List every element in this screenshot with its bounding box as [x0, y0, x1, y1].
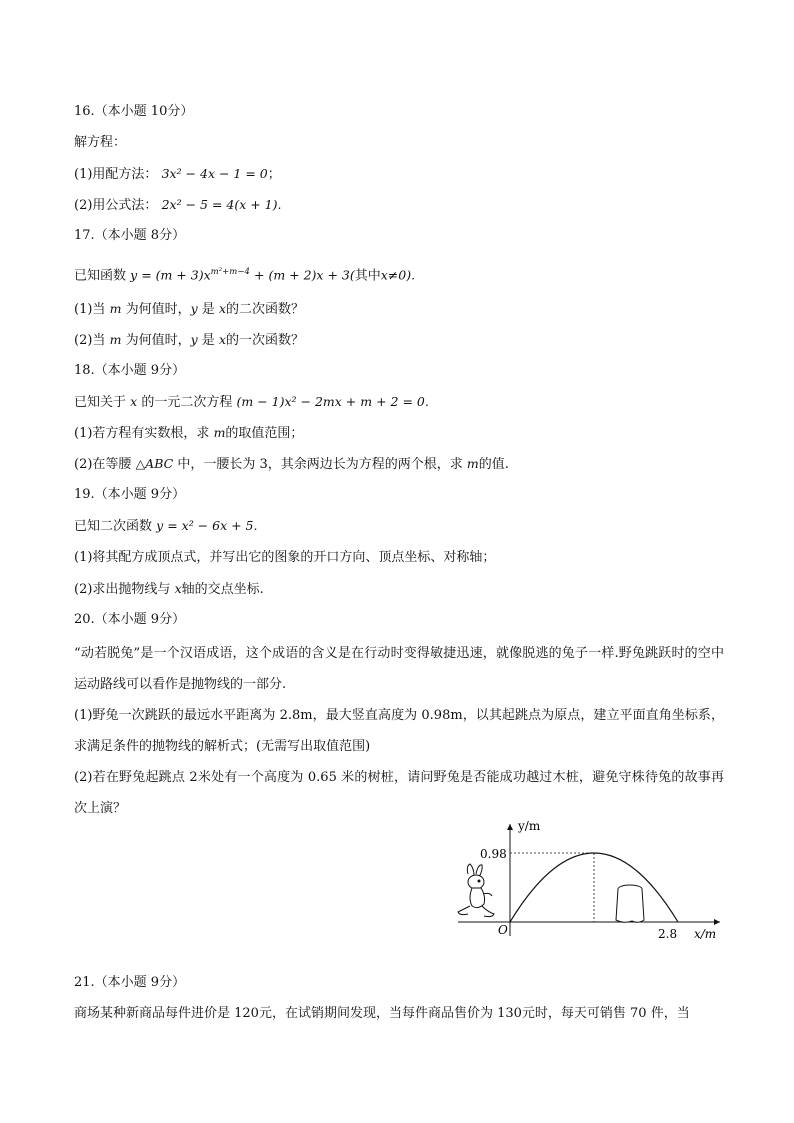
q18-part2-var-m: m	[466, 456, 479, 471]
q18-part1-text-b: 的取值范围；	[225, 426, 304, 441]
q16-part2-equation: 2x² − 5 = 4(x + 1).	[161, 197, 282, 212]
q18-part2-text-c: 的值.	[478, 457, 509, 472]
q20-paragraph-1: “动若脱兔”是一个汉语成语，这个成语的含义是在行动时变得敏捷迅速，就像脱逃的兔子一样.野兔跳跃时的空中运动路线可以看作是抛物线的一部分.	[74, 646, 724, 692]
q18-part2	[74, 455, 509, 474]
q17-part2-var-x: x	[218, 332, 226, 347]
x-tick-label: 2.8	[658, 927, 678, 941]
q18-stem-text-b: 的一元二次方程	[141, 395, 233, 410]
q19-part2-text-b: 轴的交点坐标.	[181, 582, 264, 597]
q17-stem-condition: x≠0).	[380, 267, 416, 283]
q17-part2-text-b: 为何值时，	[125, 333, 191, 348]
q17-stem-text: 已知函数	[74, 268, 127, 284]
q18-part1	[74, 424, 303, 443]
q17-part1-var-m: m	[109, 301, 122, 316]
q16-intro: 解方程：	[74, 135, 127, 150]
q17-header: 17.（本小题 8分）	[74, 228, 186, 243]
q18-stem-equation: (m − 1)x² − 2mx + m + 2 = 0.	[236, 394, 429, 409]
q16-part1-label: (1)用配方法：	[74, 167, 158, 182]
q19-part2-text-a: (2)求出抛物线与	[74, 582, 171, 597]
q19-stem-text: 已知二次函数	[74, 519, 153, 534]
parabola-curve	[510, 853, 678, 922]
q17-part1	[74, 300, 304, 319]
q19-stem-function: y = x² − 6x + 5.	[156, 518, 258, 533]
y-axis-label: y/m	[518, 819, 541, 833]
q16-part2	[74, 196, 281, 215]
q18-header: 18.（本小题 9分）	[74, 363, 186, 378]
q19-part1: (1)将其配方成顶点式，并写出它的图象的开口方向、顶点坐标、对称轴；	[74, 550, 496, 565]
q18-part1-var-m: m	[213, 425, 226, 440]
q18-part1-text-a: (1)若方程有实数根，求	[74, 426, 210, 441]
q16-part2-label: (2)用公式法：	[74, 198, 158, 213]
q19-part2-var-x: x	[174, 581, 182, 596]
q18-stem-text-a: 已知关于	[74, 395, 127, 410]
q18-stem	[74, 393, 429, 412]
q18-part2-text-a: (2)在等腰	[74, 457, 132, 472]
q17-part2-text-d: 的一次函数？	[226, 333, 305, 348]
q17-stem-exponent: m²+m−4	[210, 267, 250, 277]
q17-stem	[74, 263, 415, 285]
x-axis-label: x/m	[694, 927, 717, 941]
q19-stem	[74, 517, 257, 536]
q16-part1-equation: 3x² − 4x − 1 = 0	[161, 166, 268, 181]
q16-part1	[74, 165, 281, 184]
q19-part2	[74, 580, 264, 599]
q17-part2	[74, 331, 304, 350]
q16-part1-end: ；	[267, 167, 281, 182]
q17-stem-function-rest: + (m + 2)x + 3(	[254, 267, 355, 283]
q17-stem-function: y = (m + 3)x	[130, 267, 211, 283]
q21-paragraph: 商场某种新商品每件进价是 120元，在试销期间发现，当每件商品售价为 130元时，每天可销售 70 件，当	[74, 1006, 690, 1021]
q17-part2-text-a: (2)当	[74, 333, 106, 348]
q20-paragraph-3: (2)若在野兔起跳点 2米处有一个高度为 0.65 米的树桩，请问野兔是否能成功越过木桩，避免守株待兔的故事再次上演？	[74, 770, 724, 816]
q17-part1-var-y: y	[190, 301, 198, 316]
tree-stump-icon	[616, 885, 644, 922]
q18-part2-text-b: 中，一腰长为 3，其余两边长为方程的两个根，求	[177, 457, 463, 472]
q18-stem-var-x: x	[130, 394, 138, 409]
rabbit-icon	[458, 864, 494, 917]
q20-header: 20.（本小题 9分）	[74, 612, 186, 627]
q17-part1-text-d: 的二次函数？	[226, 302, 305, 317]
q18-part2-triangle: △ABC	[135, 456, 174, 471]
q16-header: 16.（本小题 10分）	[74, 104, 194, 119]
q17-part2-var-m: m	[109, 332, 122, 347]
y-tick-label: 0.98	[480, 847, 507, 861]
q17-part1-var-x: x	[218, 301, 226, 316]
q19-header: 19.（本小题 9分）	[74, 487, 186, 502]
q17-part2-text-c: 是	[201, 333, 215, 348]
q17-part1-text-c: 是	[201, 302, 215, 317]
q20-paragraph-2: (1)野兔一次跳跃的最远水平距离为 2.8m，最大竖直高度为 0.98m，以其起跳点为原点，建立平面直角坐标系，求满足条件的抛物线的解析式；(无需写出取值范围)	[74, 708, 724, 754]
rabbit-jump-diagram	[448, 818, 728, 948]
origin-label: O	[498, 923, 508, 937]
q17-part1-text-b: 为何值时，	[125, 302, 191, 317]
q17-stem-condition-text: 其中	[354, 268, 381, 284]
q17-part1-text-a: (1)当	[74, 302, 106, 317]
q21-header: 21.（本小题 9分）	[74, 975, 186, 990]
q17-part2-var-y: y	[190, 332, 198, 347]
